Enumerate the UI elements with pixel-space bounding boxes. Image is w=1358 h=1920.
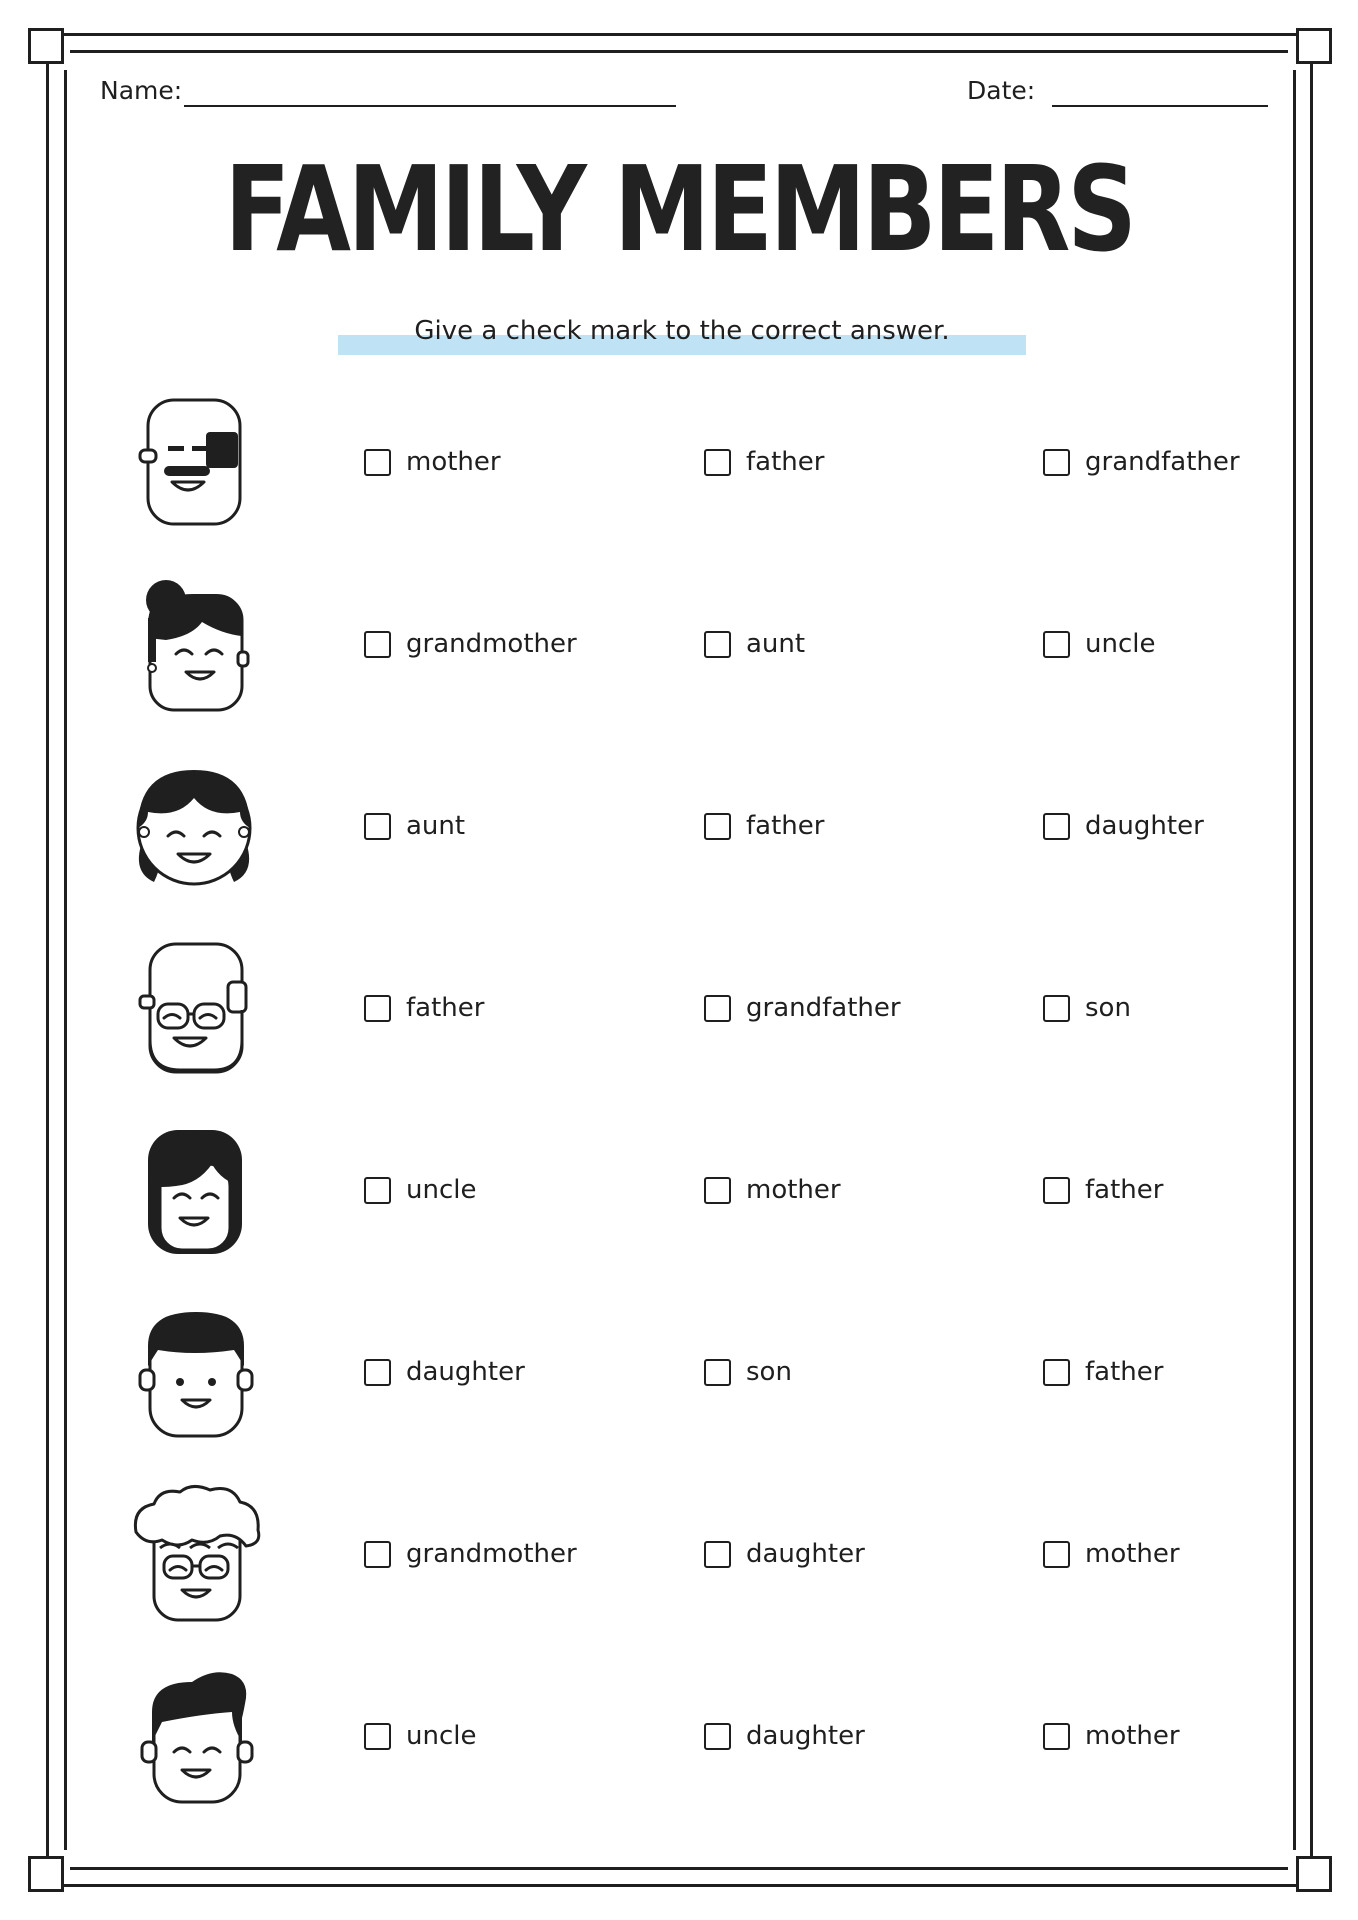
answer-checkbox[interactable] [1043, 1359, 1070, 1386]
answer-label: father [1085, 1357, 1164, 1387]
answer-label: grandmother [406, 629, 577, 659]
border-corner [1296, 1856, 1332, 1892]
answer-checkbox[interactable] [364, 1177, 391, 1204]
answer-option[interactable] [1043, 1534, 1180, 1574]
border-line [48, 1884, 1310, 1887]
border-line [70, 50, 1288, 53]
answer-label: mother [1085, 1539, 1180, 1569]
answer-checkbox[interactable] [364, 449, 391, 476]
answer-label: daughter [1085, 811, 1204, 841]
instruction-text: Give a check mark to the correct answer. [414, 316, 950, 346]
answer-checkbox[interactable] [364, 1541, 391, 1568]
grandfather-face-icon [120, 392, 270, 532]
woman-bun-face-icon [120, 574, 270, 714]
answer-option[interactable] [364, 1170, 476, 1210]
answer-option[interactable] [704, 442, 824, 482]
date-field[interactable] [1052, 105, 1268, 107]
answer-option[interactable] [364, 1352, 525, 1392]
answer-label: grandmother [406, 1539, 577, 1569]
answer-label: son [746, 1357, 792, 1387]
answer-checkbox[interactable] [364, 995, 391, 1022]
answer-label: aunt [746, 629, 806, 659]
answer-checkbox[interactable] [1043, 1541, 1070, 1568]
answer-option[interactable] [364, 624, 577, 664]
answer-checkbox[interactable] [1043, 631, 1070, 658]
answer-option[interactable] [1043, 442, 1240, 482]
answer-option[interactable] [364, 442, 501, 482]
girl-pigtails-face-icon [120, 756, 270, 896]
answer-checkbox[interactable] [704, 1541, 731, 1568]
answer-checkbox[interactable] [704, 813, 731, 840]
answer-option[interactable] [704, 806, 824, 846]
question-row [0, 756, 1358, 896]
answer-label: son [1085, 993, 1131, 1023]
answer-option[interactable] [1043, 988, 1131, 1028]
question-row [0, 392, 1358, 532]
answer-option[interactable] [364, 1534, 577, 1574]
border-line [70, 1867, 1288, 1870]
answer-option[interactable] [704, 988, 901, 1028]
answer-option[interactable] [704, 1352, 792, 1392]
question-row [0, 1666, 1358, 1806]
answer-checkbox[interactable] [704, 1177, 731, 1204]
answer-option[interactable] [704, 1170, 841, 1210]
answer-checkbox[interactable] [704, 1359, 731, 1386]
answer-label: uncle [406, 1175, 477, 1205]
answer-label: mother [406, 447, 501, 477]
answer-label: grandfather [1085, 447, 1240, 477]
answer-option[interactable] [364, 988, 484, 1028]
boy-face-icon [120, 1302, 270, 1442]
question-row [0, 574, 1358, 714]
answer-option[interactable] [364, 806, 465, 846]
answer-label: father [746, 811, 825, 841]
answer-label: daughter [746, 1539, 865, 1569]
man-face-icon [120, 1666, 270, 1806]
question-row [0, 1120, 1358, 1260]
answer-label: daughter [406, 1357, 525, 1387]
answer-label: aunt [406, 811, 466, 841]
border-corner [28, 1856, 64, 1892]
question-row [0, 938, 1358, 1078]
answer-checkbox[interactable] [1043, 1177, 1070, 1204]
answer-option[interactable] [704, 1716, 865, 1756]
name-label: Name: [100, 76, 183, 105]
answer-label: father [406, 993, 485, 1023]
answer-checkbox[interactable] [1043, 449, 1070, 476]
woman-face-icon [120, 1120, 270, 1260]
answer-option[interactable] [1043, 1170, 1163, 1210]
answer-option[interactable] [1043, 1352, 1163, 1392]
answer-label: father [1085, 1175, 1164, 1205]
answer-label: uncle [406, 1721, 477, 1751]
border-line [48, 33, 1310, 36]
answer-checkbox[interactable] [364, 813, 391, 840]
answer-option[interactable] [704, 1534, 865, 1574]
answer-option[interactable] [704, 624, 805, 664]
answer-checkbox[interactable] [1043, 1723, 1070, 1750]
name-field[interactable] [184, 105, 676, 107]
grandmother-glasses-face-icon [120, 1484, 270, 1624]
question-row [0, 1302, 1358, 1442]
answer-label: uncle [1085, 629, 1156, 659]
answer-option[interactable] [1043, 1716, 1180, 1756]
answer-label: mother [746, 1175, 841, 1205]
answer-checkbox[interactable] [704, 995, 731, 1022]
answer-label: father [746, 447, 825, 477]
answer-checkbox[interactable] [364, 1723, 391, 1750]
answer-option[interactable] [1043, 624, 1155, 664]
question-row [0, 1484, 1358, 1624]
answer-checkbox[interactable] [1043, 995, 1070, 1022]
grandpa-glasses-face-icon [120, 938, 270, 1078]
answer-checkbox[interactable] [704, 1723, 731, 1750]
answer-checkbox[interactable] [1043, 813, 1070, 840]
answer-option[interactable] [1043, 806, 1204, 846]
answer-checkbox[interactable] [704, 449, 731, 476]
worksheet-title: FAMILY MEMBERS [224, 140, 1134, 278]
answer-label: grandfather [746, 993, 901, 1023]
date-label: Date: [967, 76, 1036, 105]
answer-checkbox[interactable] [364, 1359, 391, 1386]
answer-checkbox[interactable] [704, 631, 731, 658]
border-corner [1296, 28, 1332, 64]
answer-option[interactable] [364, 1716, 476, 1756]
answer-label: daughter [746, 1721, 865, 1751]
answer-label: mother [1085, 1721, 1180, 1751]
answer-checkbox[interactable] [364, 631, 391, 658]
border-corner [28, 28, 64, 64]
